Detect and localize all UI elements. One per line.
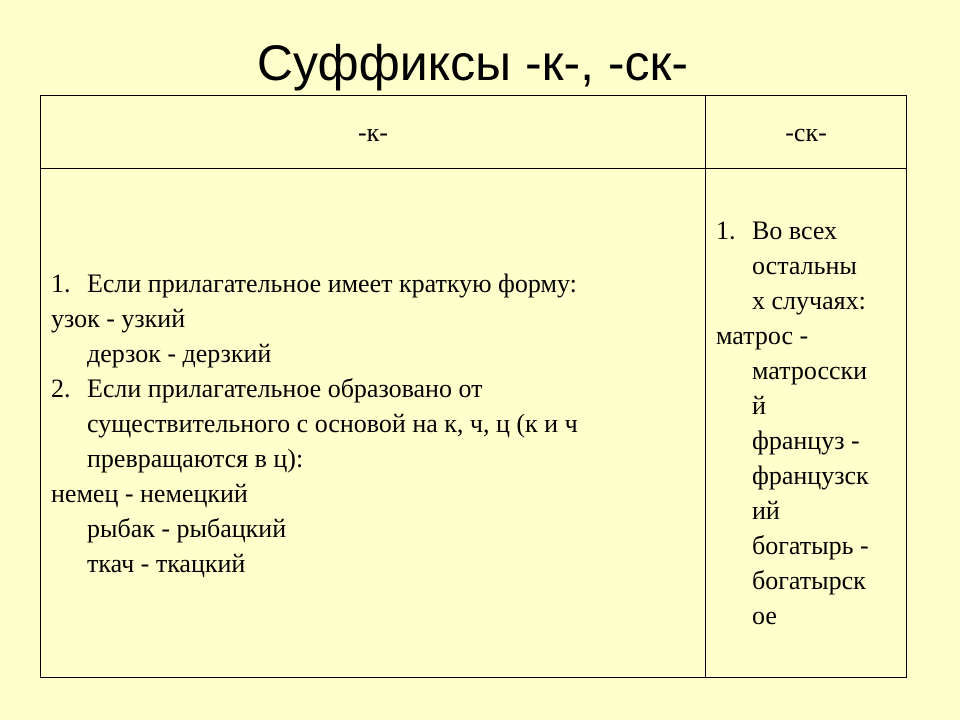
sk-rule-1-line3: х случаях: xyxy=(752,286,866,315)
k-example-1a: узок - узкий xyxy=(51,303,186,333)
k-example-1b: дерзок - дерзкий xyxy=(87,338,272,368)
table-body-row xyxy=(41,169,907,678)
sk-example-line: й xyxy=(752,391,766,420)
sk-example-line: матросски xyxy=(752,356,868,385)
sk-example-line: богатырск xyxy=(752,566,866,595)
k-rule-2-line3: превращаются в ц): xyxy=(87,443,304,473)
k-rule-1: 1. Если прилагательное имеет краткую форму: xyxy=(51,268,577,298)
table-header-row xyxy=(41,96,907,169)
sk-example-line: французск xyxy=(752,461,869,490)
cell-k-rules xyxy=(41,169,706,678)
k-example-2a: немец - немецкий xyxy=(51,478,248,508)
sk-rule-1-line2: остальны xyxy=(752,251,857,280)
sk-example-line: богатырь - xyxy=(752,531,869,560)
sk-example-line: ий xyxy=(752,496,780,525)
slide-title: Суффиксы -к-, -ск- xyxy=(256,35,689,91)
header-sk: -ск- xyxy=(706,96,907,169)
header-k: -к- xyxy=(41,96,706,169)
sk-example-line: матрос - xyxy=(716,321,809,350)
cell-sk-rules xyxy=(706,169,907,678)
sk-example-line: француз - xyxy=(752,426,860,455)
k-rule-2-line1: 2. Если прилагательное образовано от xyxy=(51,373,483,403)
k-example-2c: ткач - ткацкий xyxy=(87,548,246,578)
k-example-2b: рыбак - рыбацкий xyxy=(87,513,287,543)
sk-rule-1-line1: 1. Во всех xyxy=(716,216,838,245)
k-rule-2-line2: существительного с основой на к, ч, ц (к и ч xyxy=(87,408,578,438)
sk-example-line: ое xyxy=(752,601,777,630)
suffix-rules-table xyxy=(40,95,907,678)
